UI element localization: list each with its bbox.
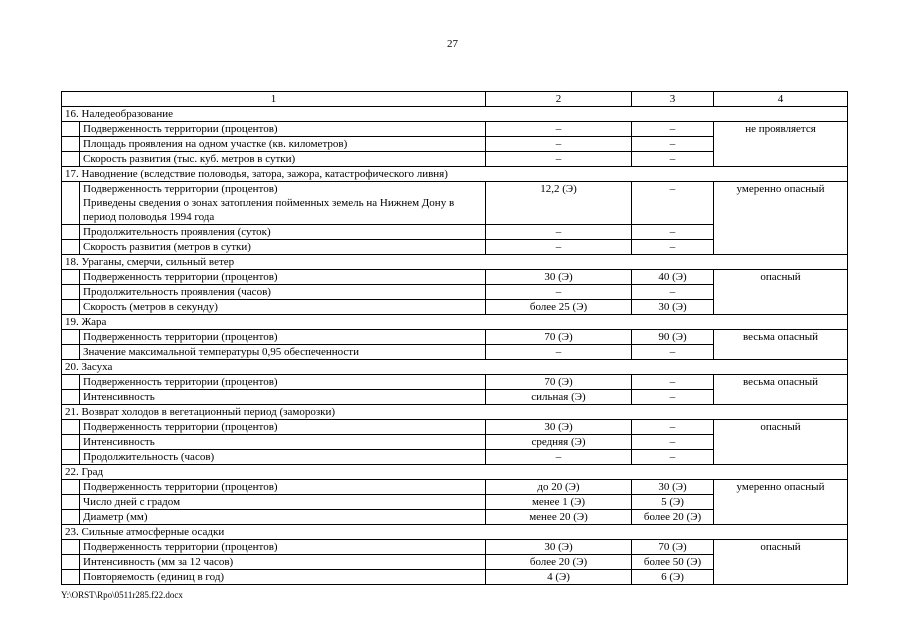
value-col2: – — [486, 122, 632, 137]
param-label-cell — [80, 375, 486, 390]
indent-cell — [62, 540, 80, 555]
value-col2: 30 (Э) — [486, 540, 632, 555]
value-col2: 70 (Э) — [486, 375, 632, 390]
param-label: Продолжительность (часов) — [83, 451, 215, 463]
param-label: Число дней с градом — [83, 496, 181, 508]
indent-cell — [62, 435, 80, 450]
param-label: Скорость развития (тыс. куб. метров в сутки) — [83, 153, 296, 165]
value-col2: 70 (Э) — [486, 330, 632, 345]
header-cell-1: 1 — [62, 92, 486, 107]
hazard-assessment: опасный — [714, 270, 848, 315]
value-col2: сильная (Э) — [486, 390, 632, 405]
value-col3: – — [632, 137, 714, 152]
param-note: Приведены сведения о зонах затопления пойменных земель на Нижнем Дону в период половодья 1994 года — [83, 197, 455, 223]
value-col3: более 50 (Э) — [632, 555, 714, 570]
param-label-cell — [80, 122, 486, 137]
param-row — [62, 122, 848, 137]
value-col2: менее 20 (Э) — [486, 510, 632, 525]
param-label: Подверженность территории (процентов) — [83, 331, 278, 343]
param-label-cell — [80, 240, 486, 255]
section-title: 17. Наводнение (вследствие половодья, затора, зажора, катастрофического ливня) — [62, 167, 848, 182]
param-label: Интенсивность (мм за 12 часов) — [83, 556, 234, 568]
indent-cell — [62, 450, 80, 465]
value-col2: – — [486, 225, 632, 240]
hazard-assessment: опасный — [714, 420, 848, 465]
value-col2: – — [486, 450, 632, 465]
table-body — [62, 92, 848, 585]
section-row — [62, 360, 848, 375]
value-col3: – — [632, 152, 714, 167]
param-label-cell — [80, 480, 486, 495]
section-row — [62, 315, 848, 330]
param-label: Подверженность территории (процентов) — [83, 271, 278, 283]
section-title: 23. Сильные атмосферные осадки — [62, 525, 848, 540]
header-cell-3: 3 — [632, 92, 714, 107]
value-col2: – — [486, 345, 632, 360]
value-col2: 4 (Э) — [486, 570, 632, 585]
hazard-assessment: опасный — [714, 540, 848, 585]
value-col3: 6 (Э) — [632, 570, 714, 585]
section-title: 21. Возврат холодов в вегетационный период (заморозки) — [62, 405, 848, 420]
param-label-cell — [80, 510, 486, 525]
indent-cell — [62, 330, 80, 345]
value-col3: – — [632, 240, 714, 255]
indent-cell — [62, 510, 80, 525]
value-col3: – — [632, 225, 714, 240]
param-label: Скорость развития (метров в сутки) — [83, 241, 251, 253]
value-col2: – — [486, 285, 632, 300]
section-row — [62, 167, 848, 182]
section-row — [62, 405, 848, 420]
param-label: Подверженность территории (процентов) — [83, 123, 278, 135]
section-row — [62, 465, 848, 480]
param-label: Продолжительность проявления (часов) — [83, 286, 271, 298]
param-label-cell — [80, 450, 486, 465]
param-label-cell — [80, 435, 486, 450]
value-col2: менее 1 (Э) — [486, 495, 632, 510]
value-col3: 30 (Э) — [632, 300, 714, 315]
indent-cell — [62, 152, 80, 167]
indent-cell — [62, 182, 80, 225]
header-cell-2: 2 — [486, 92, 632, 107]
value-col2: до 20 (Э) — [486, 480, 632, 495]
section-title: 22. Град — [62, 465, 848, 480]
hazard-assessment: умеренно опасный — [714, 480, 848, 525]
value-col2: – — [486, 152, 632, 167]
param-row — [62, 375, 848, 390]
param-row — [62, 270, 848, 285]
param-row — [62, 480, 848, 495]
param-row — [62, 420, 848, 435]
param-label-cell — [80, 182, 486, 225]
indent-cell — [62, 570, 80, 585]
footer-file-path: Y:\ORST\Rpo\0511r285.f22.docx — [61, 590, 183, 600]
indent-cell — [62, 300, 80, 315]
value-col3: – — [632, 182, 714, 225]
value-col2: 30 (Э) — [486, 270, 632, 285]
param-label: Подверженность территории (процентов) — [83, 481, 278, 493]
section-row — [62, 255, 848, 270]
indent-cell — [62, 495, 80, 510]
value-col3: 5 (Э) — [632, 495, 714, 510]
indent-cell — [62, 225, 80, 240]
hazard-assessment: умеренно опасный — [714, 182, 848, 255]
hazard-assessment: весьма опасный — [714, 375, 848, 405]
value-col3: – — [632, 345, 714, 360]
param-label-cell — [80, 345, 486, 360]
value-col2: – — [486, 240, 632, 255]
value-col2: 30 (Э) — [486, 420, 632, 435]
param-label-cell — [80, 152, 486, 167]
header-row — [62, 92, 848, 107]
value-col3: более 20 (Э) — [632, 510, 714, 525]
param-label: Повторяемость (единиц в год) — [83, 571, 225, 583]
param-label: Продолжительность проявления (суток) — [83, 226, 271, 238]
section-title: 20. Засуха — [62, 360, 848, 375]
value-col3: 90 (Э) — [632, 330, 714, 345]
indent-cell — [62, 240, 80, 255]
section-title: 16. Наледеобразование — [62, 107, 848, 122]
value-col3: – — [632, 122, 714, 137]
param-label-cell — [80, 540, 486, 555]
param-label: Подверженность территории (процентов) — [83, 376, 278, 388]
indent-cell — [62, 345, 80, 360]
value-col3: 30 (Э) — [632, 480, 714, 495]
value-col3: – — [632, 375, 714, 390]
hazards-table — [61, 91, 848, 585]
page-number: 27 — [447, 38, 458, 50]
hazard-assessment: весьма опасный — [714, 330, 848, 360]
param-label-cell — [80, 570, 486, 585]
param-row — [62, 330, 848, 345]
value-col3: 70 (Э) — [632, 540, 714, 555]
param-label-cell — [80, 390, 486, 405]
value-col2: более 25 (Э) — [486, 300, 632, 315]
indent-cell — [62, 270, 80, 285]
section-row — [62, 107, 848, 122]
value-col3: – — [632, 450, 714, 465]
value-col3: – — [632, 420, 714, 435]
param-label: Значение максимальной температуры 0,95 обеспеченности — [83, 346, 360, 358]
param-label-cell — [80, 495, 486, 510]
param-label-cell — [80, 420, 486, 435]
value-col3: – — [632, 435, 714, 450]
value-col3: 40 (Э) — [632, 270, 714, 285]
value-col3: – — [632, 285, 714, 300]
hazard-assessment: не проявляется — [714, 122, 848, 167]
indent-cell — [62, 122, 80, 137]
value-col2: более 20 (Э) — [486, 555, 632, 570]
param-label-cell — [80, 300, 486, 315]
value-col3: – — [632, 390, 714, 405]
param-label: Скорость (метров в секунду) — [83, 301, 218, 313]
param-label-cell — [80, 137, 486, 152]
indent-cell — [62, 375, 80, 390]
indent-cell — [62, 285, 80, 300]
param-row — [62, 182, 848, 225]
header-cell-4: 4 — [714, 92, 848, 107]
indent-cell — [62, 480, 80, 495]
param-label: Диаметр (мм) — [83, 511, 148, 523]
indent-cell — [62, 555, 80, 570]
param-label-cell — [80, 270, 486, 285]
value-col2: средняя (Э) — [486, 435, 632, 450]
param-label-cell — [80, 330, 486, 345]
param-label-cell — [80, 225, 486, 240]
section-title: 19. Жара — [62, 315, 848, 330]
param-label: Интенсивность — [83, 391, 155, 403]
param-label: Интенсивность — [83, 436, 155, 448]
indent-cell — [62, 420, 80, 435]
value-col2: 12,2 (Э) — [486, 182, 632, 225]
param-label-cell — [80, 555, 486, 570]
param-label: Подверженность территории (процентов) — [83, 541, 278, 553]
section-title: 18. Ураганы, смерчи, сильный ветер — [62, 255, 848, 270]
param-label: Подверженность территории (процентов) — [83, 183, 278, 195]
param-label: Подверженность территории (процентов) — [83, 421, 278, 433]
value-col2: – — [486, 137, 632, 152]
param-row — [62, 540, 848, 555]
param-label-cell — [80, 285, 486, 300]
indent-cell — [62, 390, 80, 405]
section-row — [62, 525, 848, 540]
indent-cell — [62, 137, 80, 152]
param-label: Площадь проявления на одном участке (кв. километров) — [83, 138, 348, 150]
